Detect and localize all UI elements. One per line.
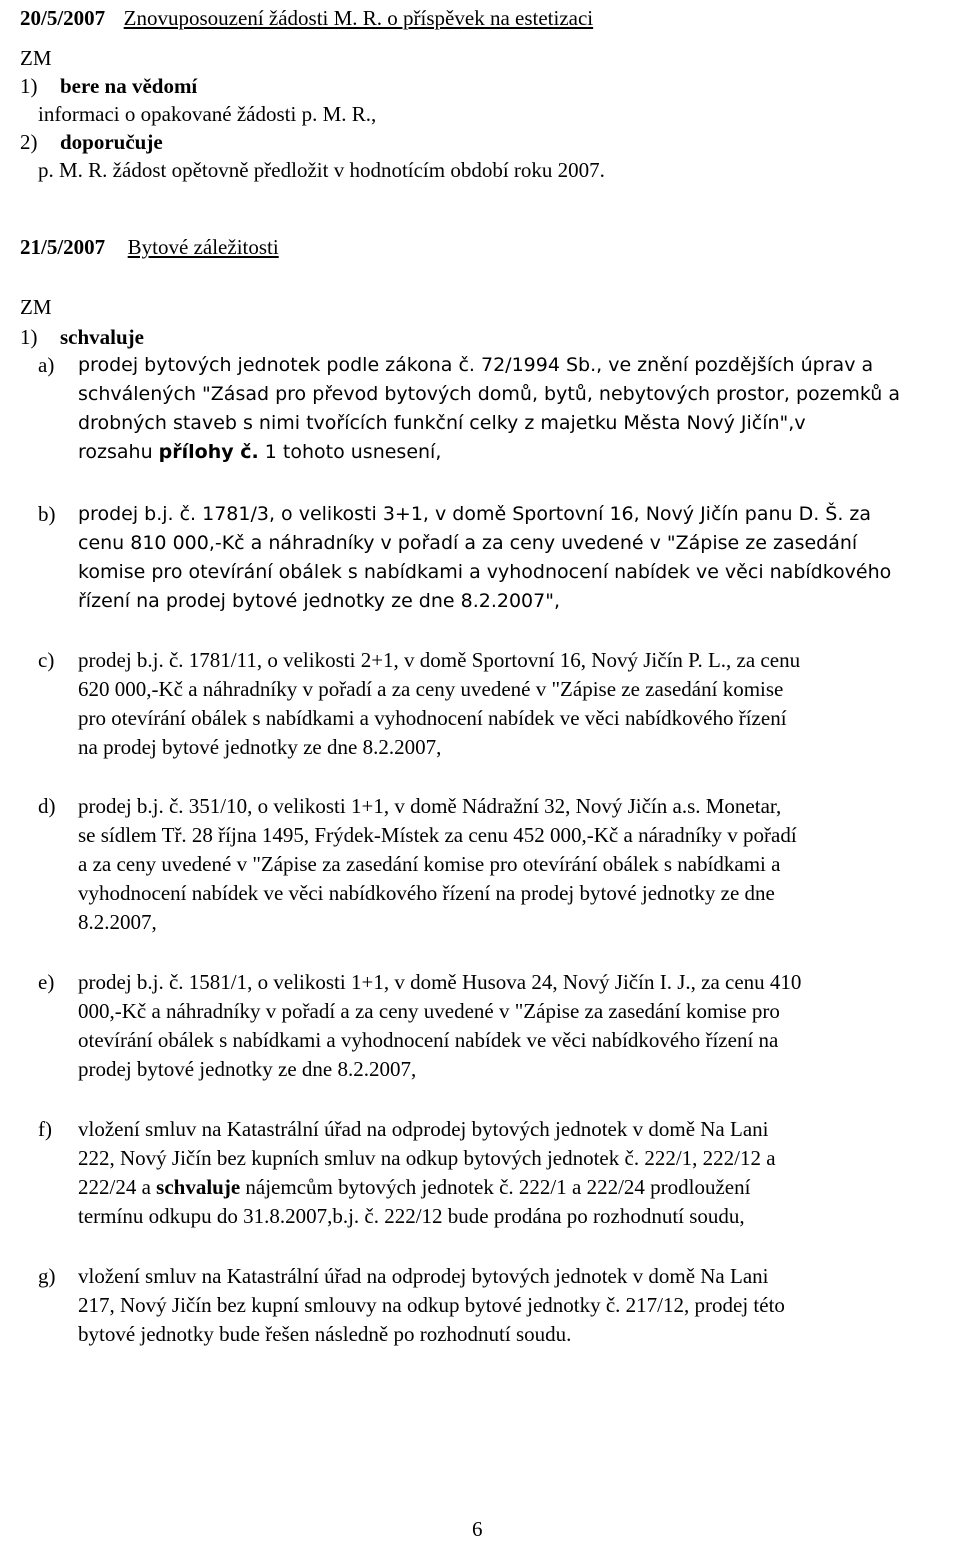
subitem-b-line: prodej b.j. č. 1781/3, o velikosti 3+1, v domě Sportovní 16, Nový Jičín panu D. Š. za bbox=[78, 503, 872, 525]
subitem-c-line: na prodej bytové jednotky ze dne 8.2.2007, bbox=[78, 735, 442, 759]
subitem-e-line: 000,-Kč a náhradníky v pořadí a za ceny uvedené v "Zápise za zasedání komise pro bbox=[78, 999, 780, 1023]
subitem-a-line: schválených "Zásad pro převod bytových domů, bytů, nebytových prostor, pozemků a bbox=[78, 383, 900, 405]
body-label: ZM bbox=[20, 295, 52, 319]
subitem-c-line: prodej b.j. č. 1781/11, o velikosti 2+1, v domě Sportovní 16, Nový Jičín P. L., za cenu bbox=[78, 648, 801, 672]
subitem-label: g) bbox=[38, 1264, 56, 1288]
subitem-e-line: prodej bytové jednotky ze dne 8.2.2007, bbox=[78, 1057, 417, 1081]
item-number: 1) bbox=[20, 325, 38, 349]
subitem-label: c) bbox=[38, 648, 55, 672]
item-number: 2) bbox=[20, 130, 38, 154]
subitem-f-line: 222, Nový Jičín bez kupních smluv na odkup bytových jednotek č. 222/1, 222/12 a bbox=[78, 1146, 776, 1170]
subitem-e-line: otevírání obálek s nabídkami a vyhodnocení nabídek ve věci nabídkového řízení na bbox=[78, 1028, 779, 1052]
bold-fragment: schvaluje bbox=[156, 1175, 241, 1199]
subitem-label: b) bbox=[38, 502, 56, 526]
item-verb: bere na vědomí bbox=[60, 74, 198, 98]
subitem-d-line: 8.2.2007, bbox=[78, 910, 157, 934]
subitem-b-line: řízení na prodej bytové jednotky ze dne 8.2.2007", bbox=[78, 590, 561, 612]
item-verb: schvaluje bbox=[60, 325, 144, 349]
subitem-a-line: drobných staveb s nimi tvořících funkční celky z majetku Města Nový Jičín",v bbox=[78, 412, 806, 434]
resolution-title: Znovuposouzení žádosti M. R. o příspěvek na estetizaci bbox=[123, 6, 594, 30]
subitem-g-line: bytové jednotky bude řešen následně po rozhodnutí soudu. bbox=[78, 1322, 572, 1346]
section-header-21 bbox=[20, 233, 279, 262]
text-fragment: 222/24 a bbox=[78, 1175, 157, 1199]
resolution-number: 20/5/2007 bbox=[20, 6, 106, 30]
page-number: 6 bbox=[472, 1517, 483, 1541]
subitem-f-line: termínu odkupu do 31.8.2007,b.j. č. 222/12 bude prodána po rozhodnutí soudu, bbox=[78, 1204, 745, 1228]
resolution-number: 21/5/2007 bbox=[20, 235, 106, 259]
subitem-e-line: prodej b.j. č. 1581/1, o velikosti 1+1, v domě Husova 24, Nový Jičín I. J., za cenu 410 bbox=[78, 970, 802, 994]
subitem-f-line: vložení smluv na Katastrální úřad na odprodej bytových jednotek v domě Na Lani bbox=[78, 1117, 769, 1141]
subitem-label: e) bbox=[38, 970, 55, 994]
item-text: informaci o opakované žádosti p. M. R., bbox=[38, 102, 377, 126]
subitem-g-line: 217, Nový Jičín bez kupní smlouvy na odkup bytové jednotky č. 217/12, prodej této bbox=[78, 1293, 785, 1317]
subitem-f-line bbox=[78, 1173, 750, 1202]
subitem-d-line: prodej b.j. č. 351/10, o velikosti 1+1, v domě Nádražní 32, Nový Jičín a.s. Monetar, bbox=[78, 794, 782, 818]
subitem-label: f) bbox=[38, 1117, 52, 1141]
subitem-label: a) bbox=[38, 353, 55, 377]
bold-fragment: přílohy č. bbox=[158, 441, 259, 463]
text-fragment: 1 tohoto usnesení, bbox=[258, 441, 442, 463]
body-label: ZM bbox=[20, 46, 52, 70]
text-fragment: rozsahu bbox=[78, 441, 159, 463]
subitem-label: d) bbox=[38, 794, 56, 818]
item-verb: doporučuje bbox=[60, 130, 163, 154]
subitem-c-line: 620 000,-Kč a náhradníky v pořadí a za ceny uvedené v "Zápise ze zasedání komise bbox=[78, 677, 784, 701]
subitem-d-line: se sídlem Tř. 28 října 1495, Frýdek-Místek za cenu 452 000,-Kč a náradníky v pořadí bbox=[78, 823, 797, 847]
subitem-d-line: vyhodnocení nabídek ve věci nabídkového řízení na prodej bytové jednotky ze dne bbox=[78, 881, 775, 905]
subitem-g-line: vložení smluv na Katastrální úřad na odprodej bytových jednotek v domě Na Lani bbox=[78, 1264, 769, 1288]
subitem-b-line: cenu 810 000,-Kč a náhradníky v pořadí a za ceny uvedené v "Zápise ze zasedání bbox=[78, 532, 858, 554]
subitem-b-line: komise pro otevírání obálek s nabídkami a vyhodnocení nabídek ve věci nabídkového bbox=[78, 561, 892, 583]
text-fragment: nájemcům bytových jednotek č. 222/1 a 222/24 prodloužení bbox=[240, 1175, 751, 1199]
item-text: p. M. R. žádost opětovně předložit v hodnotícím období roku 2007. bbox=[38, 158, 605, 182]
section-header-20 bbox=[20, 4, 593, 33]
subitem-a-line bbox=[78, 438, 441, 467]
resolution-title: Bytové záležitosti bbox=[127, 235, 279, 259]
subitem-c-line: pro otevírání obálek s nabídkami a vyhodnocení nabídek ve věci nabídkového řízení bbox=[78, 706, 787, 730]
subitem-d-line: a za ceny uvedené v "Zápise za zasedání komise pro otevírání obálek s nabídkami a bbox=[78, 852, 781, 876]
subitem-a-line: prodej bytových jednotek podle zákona č. 72/1994 Sb., ve znění pozdějších úprav a bbox=[78, 354, 874, 376]
item-number: 1) bbox=[20, 74, 38, 98]
